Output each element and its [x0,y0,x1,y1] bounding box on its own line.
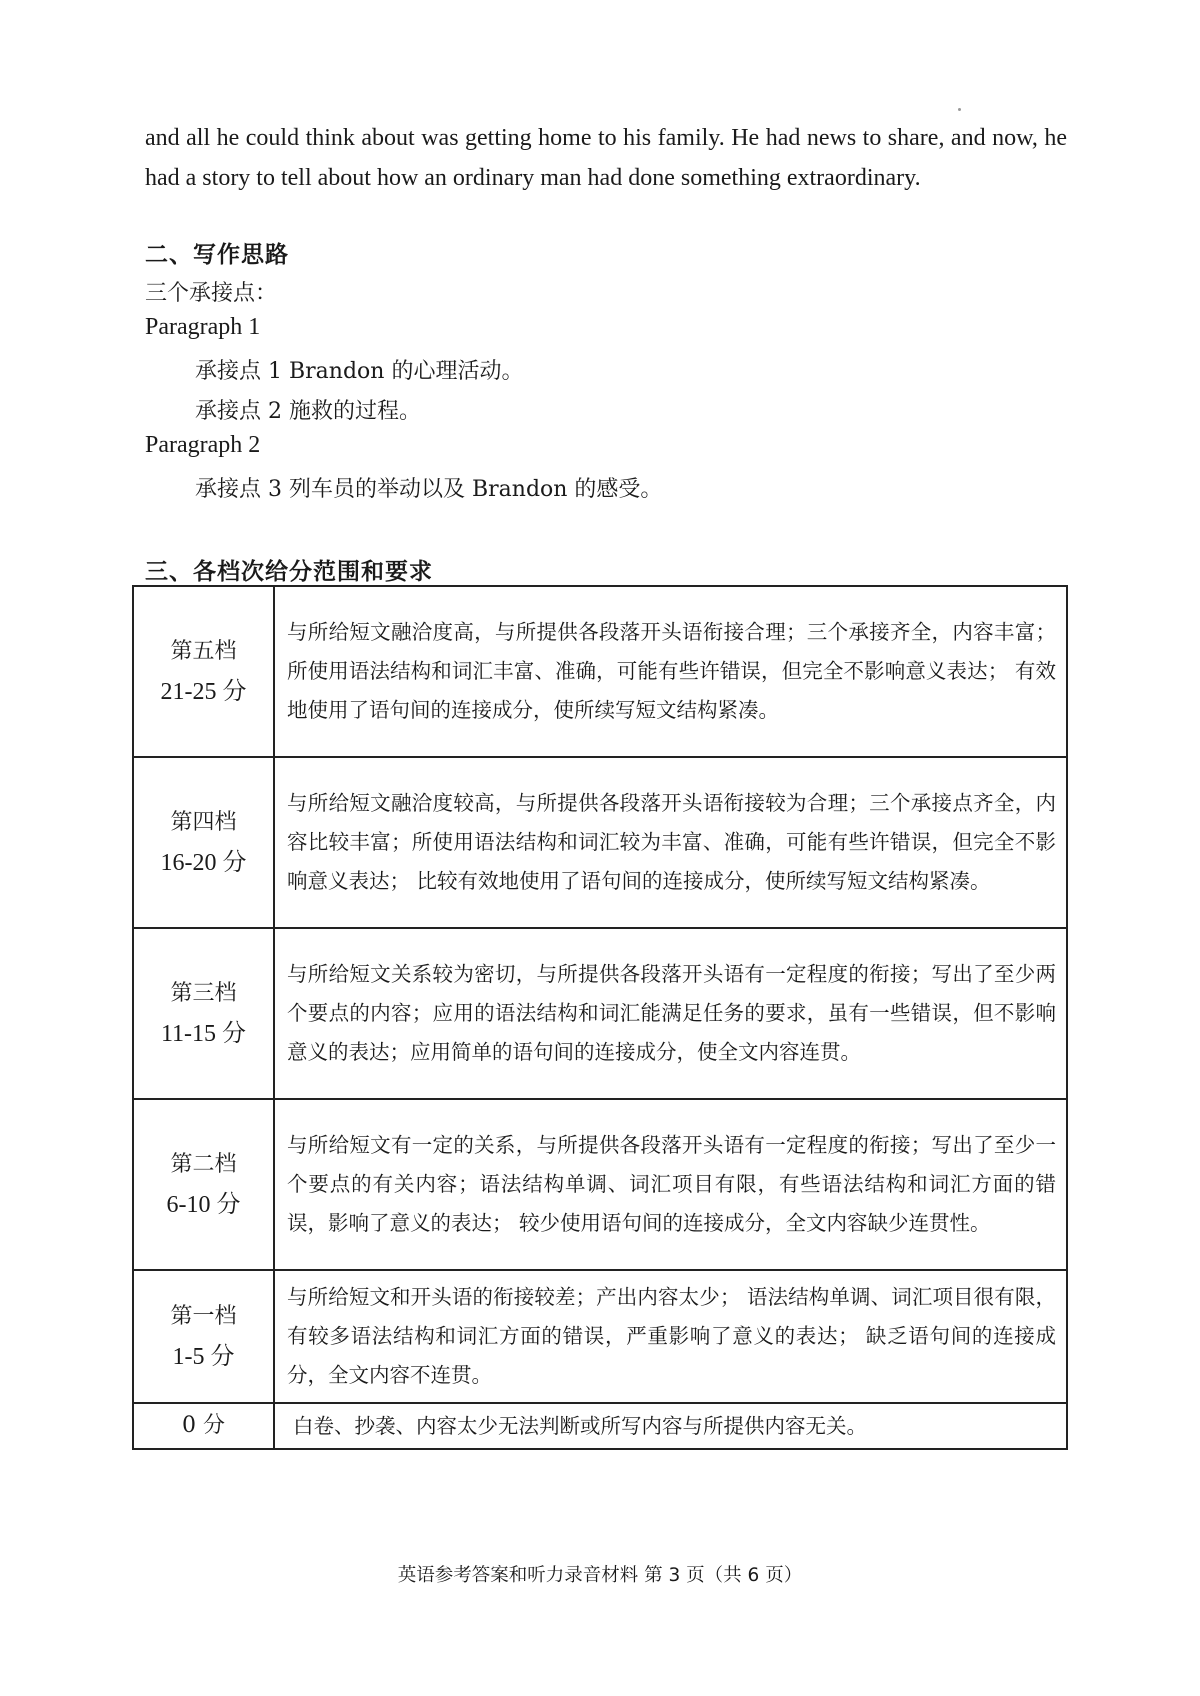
band-score: 6-10 分 [166,1191,241,1218]
scoring-rubric-table [132,585,1068,1450]
connection-point-2: 承接点 2 施救的过程。 [195,399,421,424]
band-description: 白卷、抄袭、内容太少无法判断或所写内容与所提供内容无关。 [274,1403,1067,1449]
band-score: 0 分 [182,1413,225,1438]
table-row [133,1099,1067,1270]
connection-point-3: 承接点 3 列车员的举动以及 Brandon 的感受。 [195,477,663,502]
table-row [133,1403,1067,1449]
paragraph-1-label: Paragraph 1 [145,314,261,340]
page-footer: 英语参考答案和听力录音材料 第 3 页（共 6 页） [397,1565,803,1586]
band-name: 第四档 [170,809,237,835]
band-cell [133,928,274,1099]
band-name: 第三档 [170,980,237,1006]
band-name: 第一档 [170,1303,237,1329]
band-cell [133,1403,274,1449]
band-description: 与所给短文有一定的关系，与所提供各段落开头语有一定程度的衔接；写出了至少一个要点的有关内容；语法结构单调、词汇项目有限，有些语法结构和词汇方面的错误，影响了意义的表达； 较少使用语句间的连接成分，全文内容缺少连贯性。 [274,1099,1067,1270]
table-row [133,586,1067,757]
paragraph-2-label: Paragraph 2 [145,432,261,458]
band-score: 21-25 分 [160,678,247,705]
band-description: 与所给短文融洽度较高，与所提供各段落开头语衔接较为合理；三个承接点齐全，内容比较丰富；所使用语法结构和词汇较为丰富、准确，可能有些许错误，但完全不影响意义表达； 比较有效地使用了语句间的连接成分，使所续写短文结构紧凑。 [274,757,1067,928]
connection-points-intro: 三个承接点： [145,281,278,306]
section-title-writing-ideas: 二、写作思路 [145,241,289,268]
band-cell [133,757,274,928]
section-title-scoring: 三、各档次给分范围和要求 [145,558,433,585]
band-name: 第二档 [170,1151,237,1177]
band-cell [133,1099,274,1270]
scan-speck [958,108,961,111]
band-description: 与所给短文融洽度高，与所提供各段落开头语衔接合理；三个承接齐全，内容丰富；所使用语法结构和词汇丰富、准确，可能有些许错误，但完全不影响意义表达； 有效地使用了语句间的连接成分，使所续写短文结构紧凑。 [274,586,1067,757]
band-cell [133,586,274,757]
band-score: 1-5 分 [172,1343,235,1370]
table-row [133,1270,1067,1403]
table-row [133,757,1067,928]
band-cell [133,1270,274,1403]
band-description: 与所给短文关系较为密切，与所提供各段落开头语有一定程度的衔接；写出了至少两个要点的内容；应用的语法结构和词汇能满足任务的要求，虽有一些错误，但不影响意义的表达；应用简单的语句间的连接成分，使全文内容连贯。 [274,928,1067,1099]
table-row [133,928,1067,1099]
continuation-paragraph: and all he could think about was getting home to his family. He had news to share, and now, he had a story to tell about how an ordinary man had done something extraordinary. [145,125,1067,191]
band-score: 16-20 分 [160,849,247,876]
band-score: 11-15 分 [160,1020,247,1047]
connection-point-1: 承接点 1 Brandon 的心理活动。 [195,359,524,384]
band-name: 第五档 [170,638,237,664]
band-description: 与所给短文和开头语的衔接较差；产出内容太少； 语法结构单调、词汇项目很有限，有较多语法结构和词汇方面的错误，严重影响了意义的表达； 缺乏语句间的连接成分，全文内容不连贯。 [274,1270,1067,1403]
